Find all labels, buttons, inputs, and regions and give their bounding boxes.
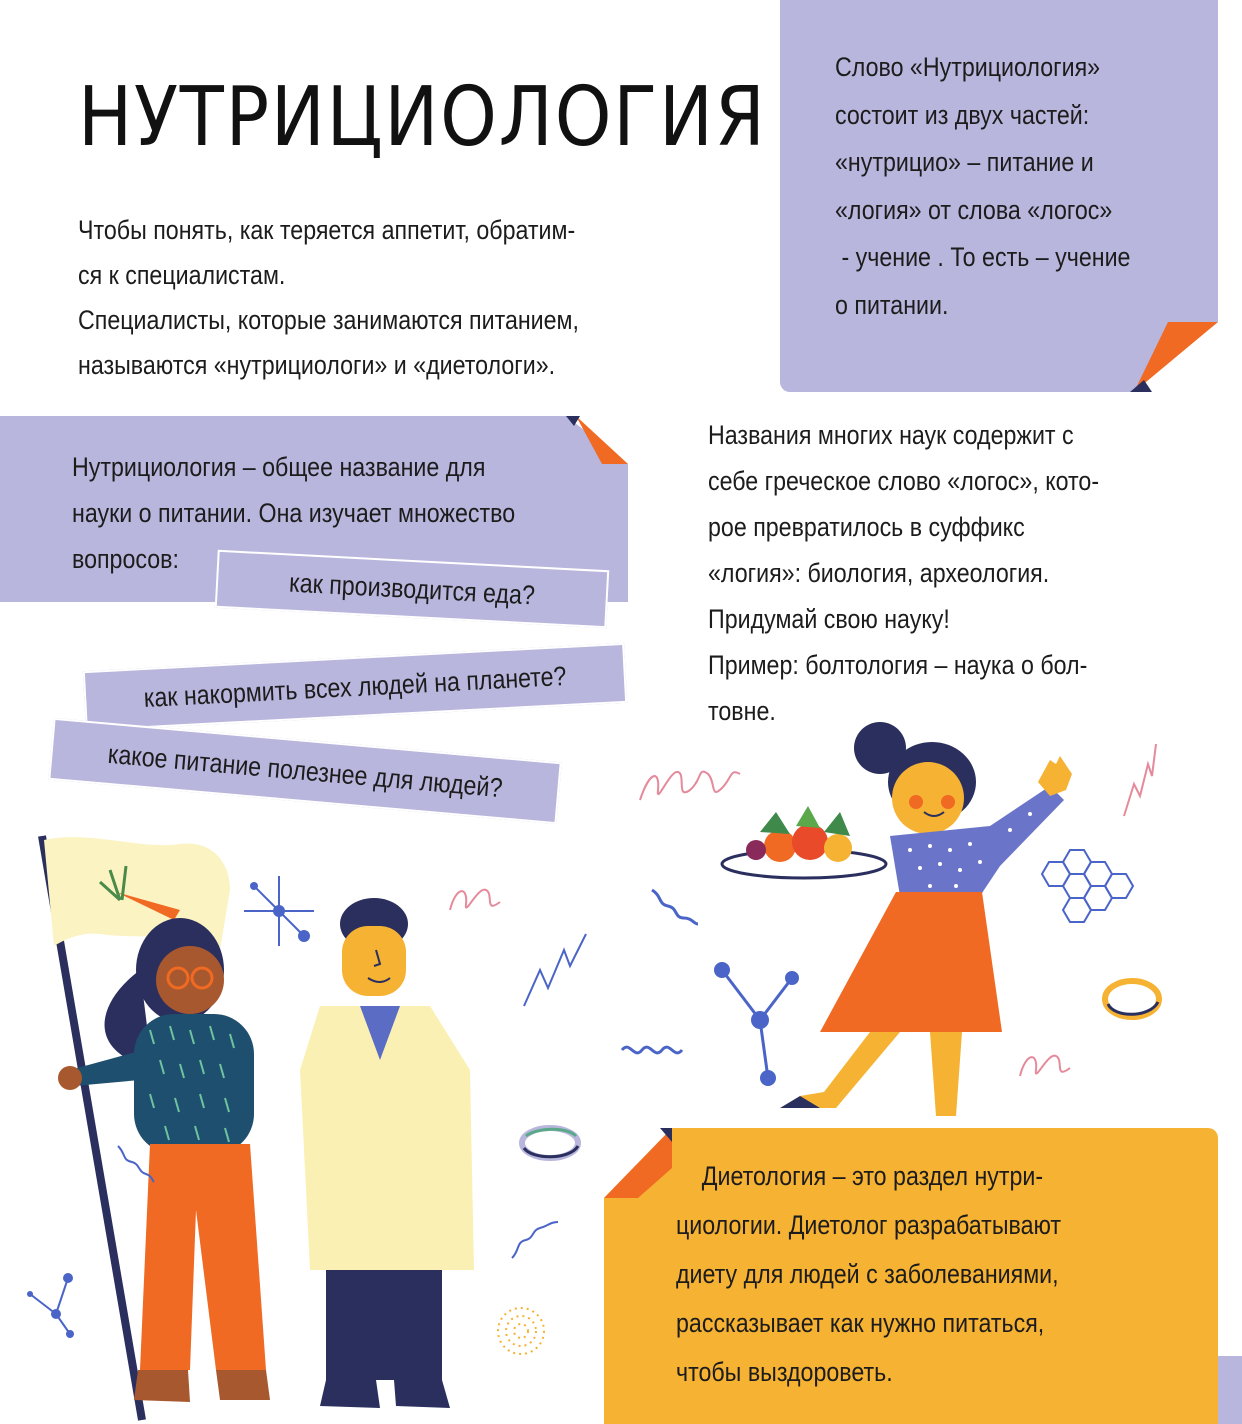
ring-icon [516,1120,584,1166]
page-edge-tab [1218,1356,1242,1424]
intro-line: ся к специалистам. [78,260,286,290]
word-note-text [835,44,1196,329]
dietology-line: циологии. Диетолог разрабатывают [676,1210,1062,1240]
squiggle-icon [636,760,756,810]
dietology-line: Диетология – это раздел нутри- [676,1161,1044,1191]
page-curl-icon [604,1128,672,1198]
definition-line: науки о питании. Она изучает множество [72,498,516,528]
zigzag-icon [1120,740,1160,820]
science-line: рое превратилось в суффикс [708,512,1025,542]
word-note-line: - учение . То есть – учение [835,242,1131,272]
dietology-line: чтобы выздороветь. [676,1357,893,1387]
molecule-icon [20,1270,80,1340]
word-note-line: о питании. [835,289,949,320]
science-line: «логия»: биология, археология. [708,558,1050,588]
squiggle-icon [446,880,506,920]
question-label: какое питание полезнее для людей? [48,718,561,824]
science-line: себе греческое слово «логос», кото- [708,466,1100,496]
science-line: товне. [708,696,776,726]
wave-icon [510,1220,560,1260]
molecule-icon [244,876,314,946]
word-note-line: «логия» от слова «логос» [835,194,1113,225]
definition-line: вопросов: [72,544,179,574]
word-note-line: «нутрицио» – питание и [835,147,1094,177]
wave-icon [620,1036,690,1066]
question-label: как накормить всех людей на планете? [83,643,627,731]
intro-paragraph [78,208,628,388]
dietology-line: диету для людей с заболеваниями, [676,1259,1059,1289]
wave-icon [650,886,700,926]
intro-line: Чтобы понять, как теряется аппетит, обратим- [78,215,576,245]
science-line: Придумай свою науку! [708,604,950,634]
honeycomb-icon [1040,846,1140,936]
word-note-line: состоит из двух частей: [835,99,1090,130]
science-note-text [708,412,1155,734]
ring-icon [1100,974,1164,1024]
wave-icon [116,1144,156,1184]
science-line: Названия многих наук содержит с [708,420,1074,450]
page-title: НУТРИЦИОЛОГИЯ [78,70,767,165]
dots-icon [496,1306,546,1356]
molecule-icon [712,960,812,1090]
dietology-text [676,1152,1158,1397]
word-note-line: Слово «Нутрициология» [835,52,1101,82]
intro-line: Специалисты, которые занимаются питанием, [78,305,579,335]
dietology-line: рассказывает как нужно питаться, [676,1308,1045,1338]
squiggle-icon [1016,1046,1076,1086]
definition-line: Нутрициология – общее название для [72,452,486,482]
question-label: как производится еда? [215,550,609,628]
zigzag-icon [520,930,590,1010]
science-line: Пример: болтология – наука о бол- [708,650,1088,680]
intro-line: называются «нутрициологи» и «диетологи». [78,350,556,380]
page-curl-icon [1130,322,1218,392]
